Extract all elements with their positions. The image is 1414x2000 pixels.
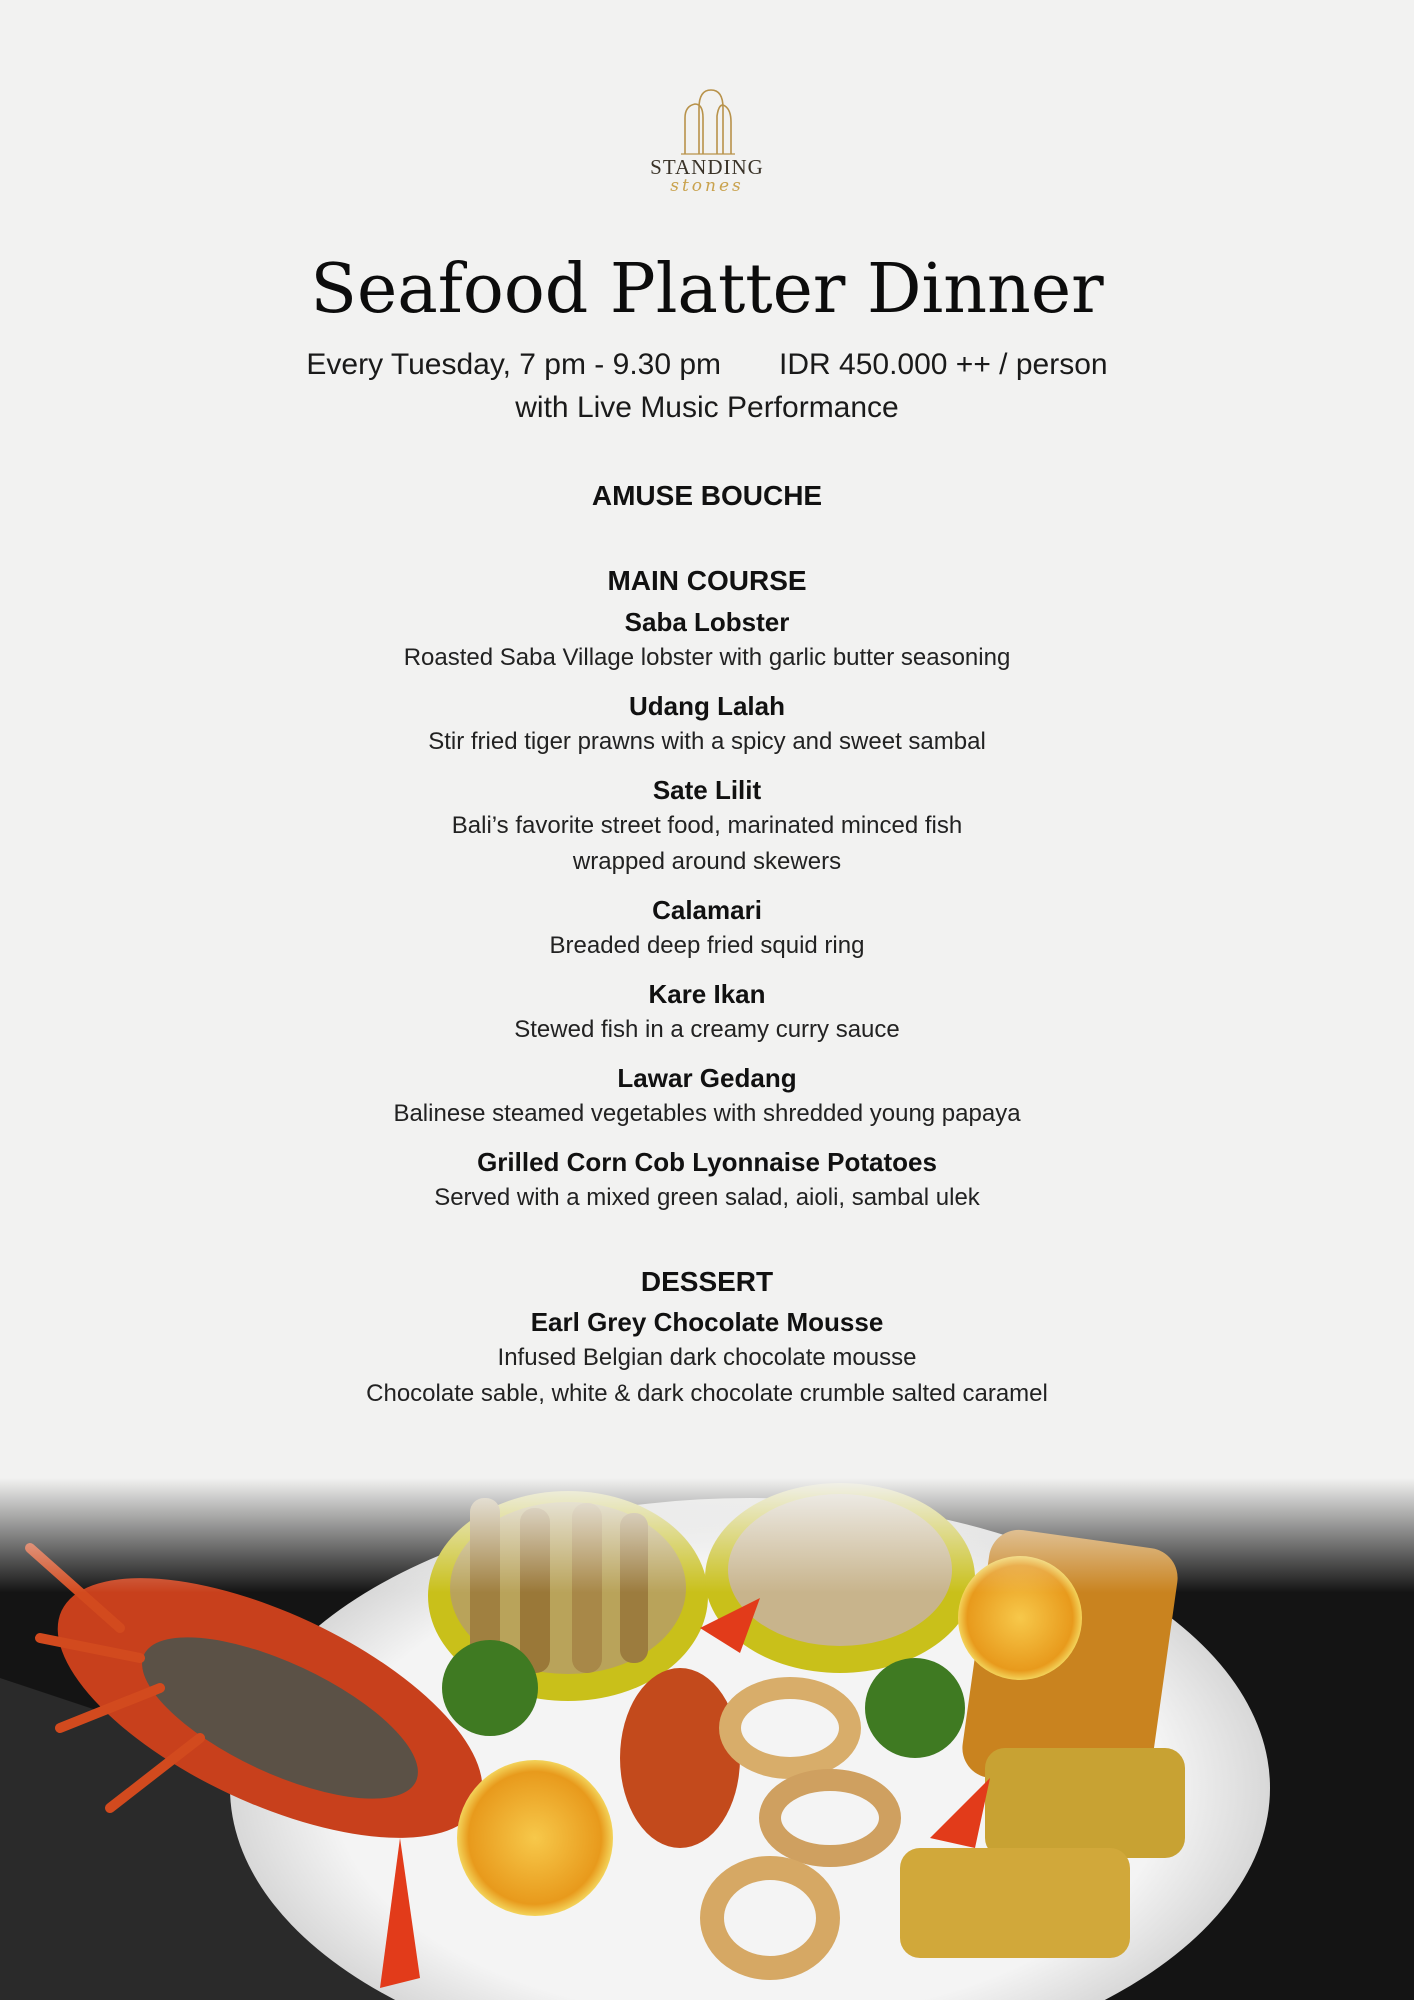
dish-name: Saba Lobster bbox=[624, 607, 790, 637]
dish-desc: Infused Belgian dark chocolate mousse bbox=[497, 1344, 917, 1371]
dish-desc: Served with a mixed green salad, aioli, sambal ulek bbox=[434, 1184, 980, 1211]
dish-desc: Breaded deep fried squid ring bbox=[549, 932, 865, 959]
seafood-platter-photo bbox=[0, 1478, 1414, 2000]
brand-name: STANDING bbox=[650, 155, 764, 179]
dish-name: Calamari bbox=[652, 895, 762, 925]
schedule-line bbox=[0, 345, 1414, 385]
dish-name: Earl Grey Chocolate Mousse bbox=[530, 1307, 884, 1337]
dish-desc: Stewed fish in a creamy curry sauce bbox=[514, 1016, 900, 1043]
dish-desc: Stir fried tiger prawns with a spicy and sweet sambal bbox=[428, 728, 986, 755]
dish-name: Grilled Corn Cob Lyonnaise Potatoes bbox=[477, 1147, 937, 1177]
brand-logo bbox=[0, 88, 1414, 195]
dish-name: Kare Ikan bbox=[648, 979, 766, 1009]
page-title: Seafood Platter Dinner bbox=[310, 250, 1104, 329]
extra-line: with Live Music Performance bbox=[515, 391, 899, 424]
schedule-text: Every Tuesday, 7 pm - 9.30 pm bbox=[306, 348, 722, 381]
dish-desc: Balinese steamed vegetables with shredded young papaya bbox=[393, 1100, 1021, 1127]
section-heading-amuse: AMUSE BOUCHE bbox=[591, 480, 823, 511]
dish-desc: Bali’s favorite street food, marinated minced fish bbox=[451, 812, 963, 839]
dish-name: Lawar Gedang bbox=[617, 1063, 797, 1093]
section-heading-dessert: DESSERT bbox=[640, 1266, 774, 1297]
dish-desc: wrapped around skewers bbox=[572, 848, 842, 875]
section-heading-main: MAIN COURSE bbox=[607, 565, 807, 596]
dish-desc: Roasted Saba Village lobster with garlic butter seasoning bbox=[403, 644, 1011, 671]
dish-name: Udang Lalah bbox=[628, 691, 785, 721]
brand-script: stones bbox=[670, 176, 744, 196]
price-text: IDR 450.000 ++ / person bbox=[779, 348, 1108, 381]
dish-desc: Chocolate sable, white & dark chocolate crumble salted caramel bbox=[366, 1380, 1048, 1407]
dish-name: Sate Lilit bbox=[652, 775, 762, 805]
standing-stones-logo-icon bbox=[677, 88, 737, 156]
